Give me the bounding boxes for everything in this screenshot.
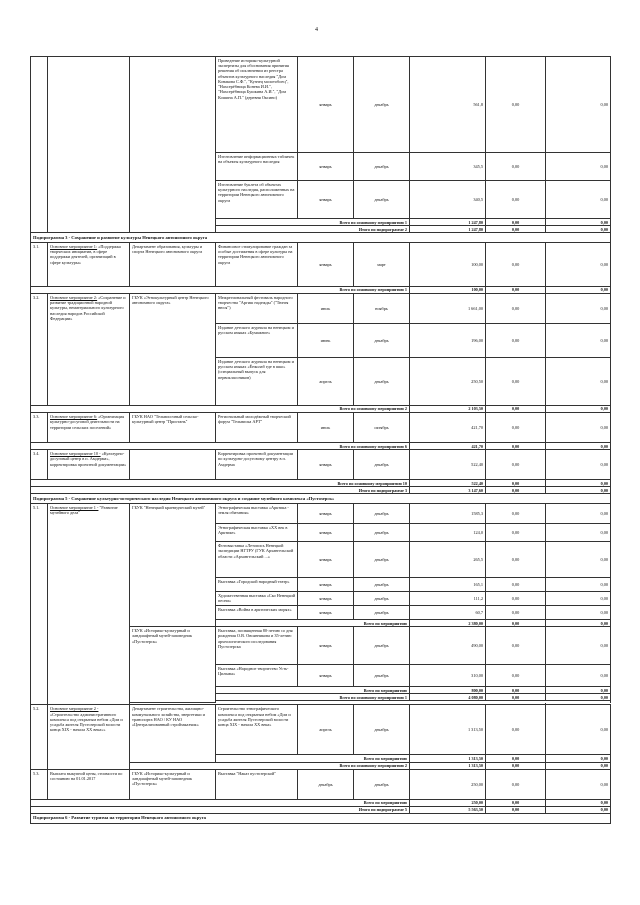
executor: ГБУК "Ненецкий краеведческий музей" <box>130 504 216 627</box>
measure-title: Основное мероприятие 1 - <box>50 505 99 511</box>
value-cell: 0,00 <box>486 219 546 226</box>
value-cell: 1 247,80 <box>410 219 486 226</box>
start-month: апрель <box>298 357 354 405</box>
value-cell: 196,00 <box>410 323 486 357</box>
event-name: Корректировка проектной документации по культурно-досуговому центру в п. Амдерма <box>216 450 298 480</box>
measure-name <box>48 450 130 480</box>
table-row <box>31 57 611 153</box>
end-month: октябрь <box>354 413 410 443</box>
total-row <box>31 806 611 813</box>
value-cell: 421,70 <box>410 413 486 443</box>
value-cell: 250,00 <box>410 769 486 799</box>
total-label: Всего по мероприятию <box>216 620 410 627</box>
section-header <box>31 813 611 823</box>
start-month: январь <box>298 578 354 592</box>
value-cell: 0,00 <box>486 592 546 606</box>
row-number: 5.3. <box>31 769 48 799</box>
end-month: декабрь <box>354 323 410 357</box>
value-cell: 0,00 <box>546 762 611 769</box>
value-cell: 522,40 <box>410 450 486 480</box>
value-cell: 0,00 <box>546 542 611 578</box>
event-name: Художественная выставка «Ско Ненецкий песни» <box>216 592 298 606</box>
value-cell: 111,2 <box>410 592 486 606</box>
event-name: Издание детского журнала на ненецком и русском языках «Бумажное» <box>216 323 298 357</box>
event-name: Издание детского журнала на ненецком и русском языках «Ёнколаб еде в шко» (специальный выпуск для первоклассников) <box>216 357 298 405</box>
measure-name <box>48 293 130 405</box>
value-cell: 1 661,00 <box>410 293 486 323</box>
value-cell: 1 313,50 <box>410 705 486 755</box>
measure-name <box>48 705 130 769</box>
value-cell: 0,00 <box>486 606 546 620</box>
start-month: январь <box>298 504 354 524</box>
start-month: декабрь <box>298 769 354 799</box>
value-cell: 0,00 <box>486 242 546 286</box>
measure-text: «Культурно-досуговый центр в п. Амдерма», корректировка проектной документации» <box>50 451 127 467</box>
end-month: декабрь <box>354 705 410 755</box>
event-name: Этнографическая выставка «XX век в Арктике» <box>216 524 298 542</box>
value-cell: 0,00 <box>546 153 611 181</box>
measure-title: Основное мероприятие 6: <box>50 414 98 420</box>
value-cell: 345,5 <box>410 153 486 181</box>
row-number: 3.4. <box>31 450 48 480</box>
measure-title: Основное мероприятие 10 - <box>50 451 101 457</box>
value-cell: 0,00 <box>486 806 546 813</box>
total-label: Всего по мероприятию <box>31 799 410 806</box>
end-month: ноябрь <box>354 293 410 323</box>
value-cell: 0,00 <box>546 665 611 687</box>
value-cell: 0,00 <box>546 627 611 665</box>
end-month: декабрь <box>354 769 410 799</box>
value-cell: 0,00 <box>546 578 611 592</box>
subprogram-title: Подпрограмма 6 - Развитие туризма на территории Ненецкого автономного округа <box>31 813 611 823</box>
event-name: Изготовление буклета об объектах культурного наследия, расположенных на территории Ненецкого автономного округа <box>216 181 298 219</box>
event-name: Этнографическая выставка «Арктика - земля обитания» <box>216 504 298 524</box>
value-cell: 0,00 <box>546 606 611 620</box>
event-name: Региональный молодёжный творческий форум "Тельвиска АРТ" <box>216 413 298 443</box>
value-cell: 0,00 <box>486 705 546 755</box>
value-cell: 561,8 <box>410 57 486 153</box>
value-cell: 0,00 <box>546 219 611 226</box>
value-cell: 0,00 <box>546 524 611 542</box>
executor: ГБУК «Историко-культурный и ландшафтный музей-заповедник «Пустозерск» <box>130 769 216 799</box>
value-cell: 5 563,50 <box>410 806 486 813</box>
event-name: Выставка «Война в арктических морях» <box>216 606 298 620</box>
total-label: Всего по основному мероприятию 2 <box>31 405 410 412</box>
value-cell: 165,1 <box>410 578 486 592</box>
measure-text: "Развитие музейного дела" <box>50 505 118 516</box>
value-cell: 100,00 <box>410 242 486 286</box>
total-label: Итого по подпрограмме 5 <box>31 806 410 813</box>
value-cell: 0,00 <box>546 799 611 806</box>
start-month: январь <box>298 450 354 480</box>
value-cell: 0,00 <box>486 357 546 405</box>
event-name: Выставка "Наказ пустозерской" <box>216 769 298 799</box>
value-cell: 0,00 <box>486 627 546 665</box>
section-header <box>31 233 611 243</box>
measure-text: «Организация культурно-досуговой деятельности на территории сельских поселений» <box>50 414 125 430</box>
total-row <box>31 799 611 806</box>
value-cell: 0,00 <box>486 762 546 769</box>
table-row <box>31 769 611 799</box>
end-month: декабрь <box>354 57 410 153</box>
program-table <box>30 56 611 824</box>
value-cell: 0,00 <box>546 806 611 813</box>
value-cell: 310,00 <box>410 665 486 687</box>
measure-name <box>48 504 130 705</box>
value-cell: 0,00 <box>546 450 611 480</box>
event-name: Проведение историко-культурной экспертизы для обоснования принятия решения об исключении из реестра объектов культурного наследия "Дом Конакова С.Ф.", "Кузнец молотобоец", "Нахсерёбница Конева И.И.", "Нахсерёбница Бушкина А.И.", "Дом Кошина А.П." (деревня Оксино) <box>216 57 298 153</box>
executor: Департамент образования, культуры и спорта Ненецкого автономного округа <box>130 242 216 286</box>
end-month: декабрь <box>354 181 410 219</box>
end-month: декабрь <box>354 665 410 687</box>
value-cell: 0,00 <box>486 542 546 578</box>
total-label: Всего по мероприятию <box>216 755 410 762</box>
value-cell: 0,00 <box>546 413 611 443</box>
value-cell: 1585,3 <box>410 504 486 524</box>
start-month: январь <box>298 242 354 286</box>
measure-text: «Строительство административного комплекса под открытым небом «Дом и усадьба жителя Пустозерской волости конца XIX - начала XX века»» <box>50 711 123 733</box>
value-cell: 0,00 <box>546 705 611 755</box>
value-cell: 0,00 <box>486 443 546 450</box>
start-month: июнь <box>298 323 354 357</box>
total-row <box>31 405 611 412</box>
total-label: Всего по мероприятию <box>216 687 410 694</box>
value-cell: 0,00 <box>486 665 546 687</box>
value-cell: 340,5 <box>410 181 486 219</box>
value-cell: 0,00 <box>546 323 611 357</box>
value-cell: 100,00 <box>410 286 486 293</box>
value-cell: 0,00 <box>546 57 611 153</box>
start-month: январь <box>298 57 354 153</box>
end-month: декабрь <box>354 606 410 620</box>
event-name: Выставка, посвященная 80-летию со дня рождения О.В. Овсянникова и 35-летию археологического исследования Пустозерска <box>216 627 298 665</box>
value-cell: 0,00 <box>486 620 546 627</box>
event-name: Изготовление информационных табличек на объекты культурного наследия <box>216 153 298 181</box>
value-cell: 0,00 <box>546 286 611 293</box>
value-cell: 0,00 <box>546 504 611 524</box>
event-name: Строительство этнографического комплекса под открытым небом «Дом и усадьба жителя Пустозерской волости конца XIX - начала XX века» <box>216 705 298 755</box>
executor: Департамент строительства, жилищно-коммунального хозяйства, энергетики и транспорта НАО / КУ НАО «Централизованный стройзаказчик» <box>130 705 216 762</box>
total-row <box>31 487 611 494</box>
executor: ГБУК «Этнокультурный центр Ненецкого автономного округа» <box>130 293 216 405</box>
value-cell: 0,00 <box>486 57 546 153</box>
start-month: январь <box>298 542 354 578</box>
value-cell: 250,50 <box>410 357 486 405</box>
value-cell: 60,7 <box>410 606 486 620</box>
value-cell: 0,00 <box>546 755 611 762</box>
value-cell: 0,00 <box>546 620 611 627</box>
table-row <box>31 504 611 524</box>
value-cell: 0,00 <box>486 226 546 233</box>
start-month: январь <box>298 153 354 181</box>
subprogram-title: Подпрограмма 3 - Сохранение и развитие культуры Ненецкого автономного округа <box>31 233 611 243</box>
total-row <box>31 286 611 293</box>
measure-name <box>48 242 130 286</box>
page-number: 4 <box>315 27 318 33</box>
value-cell: 0,00 <box>486 413 546 443</box>
value-cell: 0,00 <box>546 357 611 405</box>
value-cell: 0,00 <box>546 293 611 323</box>
row-number: 3.2. <box>31 293 48 405</box>
start-month: январь <box>298 592 354 606</box>
value-cell: 0,00 <box>486 293 546 323</box>
measure-title: Основное мероприятие 1: <box>50 243 98 249</box>
value-cell: 250,00 <box>410 799 486 806</box>
row-number: 5.2. <box>31 705 48 769</box>
executor <box>130 450 216 480</box>
end-month: декабрь <box>354 542 410 578</box>
total-label: Всего по основному мероприятию 1 <box>216 694 410 701</box>
measure-text: «Сохранение и развитие традиционной народной культуры, нематериального культурного наследия народов Российской Федерации» <box>50 294 126 321</box>
value-cell: 0,00 <box>486 578 546 592</box>
end-month: декабрь <box>354 504 410 524</box>
value-cell: 0,00 <box>546 181 611 219</box>
value-cell: 0,00 <box>546 226 611 233</box>
total-label: Итого по подпрограмме 2 <box>216 226 410 233</box>
value-cell: 0,00 <box>486 405 546 412</box>
value-cell: 0,00 <box>486 480 546 487</box>
end-month: март <box>354 242 410 286</box>
start-month: июль <box>298 293 354 323</box>
start-month: январь <box>298 524 354 542</box>
total-label: Всего по основному мероприятию 1 <box>216 219 410 226</box>
value-cell: 2 380,00 <box>410 620 486 627</box>
executor: ГБУК НАО "Тельвисочный сельско-культурный центр "Пристань" <box>130 413 216 443</box>
end-month: декабрь <box>354 450 410 480</box>
value-cell: 0,00 <box>486 687 546 694</box>
value-cell: 3 147,60 <box>410 487 486 494</box>
value-cell: 0,00 <box>486 323 546 357</box>
value-cell: 0,00 <box>486 755 546 762</box>
start-month: январь <box>298 181 354 219</box>
value-cell: 0,00 <box>546 487 611 494</box>
total-label: Всего по основному мероприятию 6 <box>31 443 410 450</box>
total-row <box>31 443 611 450</box>
end-month: декабрь <box>354 578 410 592</box>
event-name: Фотовыставка «Летопись Ненецкой экспедиции НГТРУ (ГУК Архангельской области «Архангельский ...» <box>216 542 298 578</box>
value-cell: 0,00 <box>546 694 611 701</box>
value-cell: 265,5 <box>410 542 486 578</box>
executor: ГБУК «Историко-культурный и ландшафтный музей-заповедник «Пустозерск» <box>130 627 216 703</box>
value-cell: 1 313,50 <box>410 762 486 769</box>
value-cell: 0,00 <box>546 443 611 450</box>
start-month: январь <box>298 627 354 665</box>
value-cell: 800,00 <box>410 687 486 694</box>
start-month: апрель <box>298 705 354 755</box>
end-month: декабрь <box>354 153 410 181</box>
table-row <box>31 242 611 286</box>
row-number: 3.3. <box>31 413 48 443</box>
value-cell: 421,70 <box>410 443 486 450</box>
total-label: Всего по основному мероприятию 10 <box>31 480 410 487</box>
value-cell: 0,00 <box>486 153 546 181</box>
subprogram-title: Подпрограмма 5 - Сохранение культурно-исторического наследия Ненецкого автономного округа и создание музейного комплекса «Пустозерск» <box>31 494 611 504</box>
row-number: 3.1. <box>31 242 48 286</box>
table-row <box>31 413 611 443</box>
value-cell: 522,40 <box>410 480 486 487</box>
measure-title: Основное мероприятие 2 - <box>50 706 99 712</box>
value-cell: 0,00 <box>546 592 611 606</box>
value-cell: 124,0 <box>410 524 486 542</box>
table-row <box>31 450 611 480</box>
value-cell: 0,00 <box>486 769 546 799</box>
value-cell: 2 103,50 <box>410 405 486 412</box>
value-cell: 0,00 <box>486 181 546 219</box>
end-month: декабрь <box>354 524 410 542</box>
start-month: январь <box>298 665 354 687</box>
value-cell: 0,00 <box>486 286 546 293</box>
value-cell: 0,00 <box>486 799 546 806</box>
section-header <box>31 494 611 504</box>
event-name: Межрегиональный фестиваль народного творчества "Аргиш надежды" ("Тюнгя нюся") <box>216 293 298 323</box>
total-row <box>31 480 611 487</box>
table-row <box>31 293 611 323</box>
end-month: декабрь <box>354 592 410 606</box>
value-cell: 0,00 <box>546 242 611 286</box>
value-cell: 0,00 <box>546 405 611 412</box>
event-name: Выставка «Городской народный театр» <box>216 578 298 592</box>
measure-text: «Поддержка творческих инициатив, в сфере поддержки деятелей, организаций в сфере культуры» <box>50 243 121 265</box>
event-name: Выставка «Народное творчество Усть-Цильмы» <box>216 665 298 687</box>
measure-title: Основное мероприятие 2: <box>50 294 98 300</box>
value-cell: 0,00 <box>486 450 546 480</box>
measure-name: Выплата выкупной цены, стоимости по состоянию на 01.01.2017 <box>48 769 130 799</box>
value-cell: 0,00 <box>486 487 546 494</box>
event-name: Финансовое стимулирование граждан за особые достижения в сфере культуры на территории Ненецкого автономного округа <box>216 242 298 286</box>
measure-name <box>48 413 130 443</box>
value-cell: 0,00 <box>546 769 611 799</box>
table-row <box>31 705 611 755</box>
total-label: Всего по основному мероприятию 2 <box>130 762 410 769</box>
value-cell: 4 080,00 <box>410 694 486 701</box>
end-month: декабрь <box>354 627 410 665</box>
start-month: январь <box>298 606 354 620</box>
row-number: 5.1. <box>31 504 48 705</box>
total-label: Итого по подпрограмме 3 <box>31 487 410 494</box>
value-cell: 0,00 <box>546 480 611 487</box>
value-cell: 0,00 <box>546 687 611 694</box>
value-cell: 1 313,50 <box>410 755 486 762</box>
value-cell: 490,00 <box>410 627 486 665</box>
value-cell: 0,00 <box>486 694 546 701</box>
value-cell: 1 247,80 <box>410 226 486 233</box>
value-cell: 0,00 <box>486 504 546 524</box>
end-month: декабрь <box>354 357 410 405</box>
value-cell: 0,00 <box>486 524 546 542</box>
total-label: Всего по основному мероприятию 1 <box>31 286 410 293</box>
start-month: июль <box>298 413 354 443</box>
